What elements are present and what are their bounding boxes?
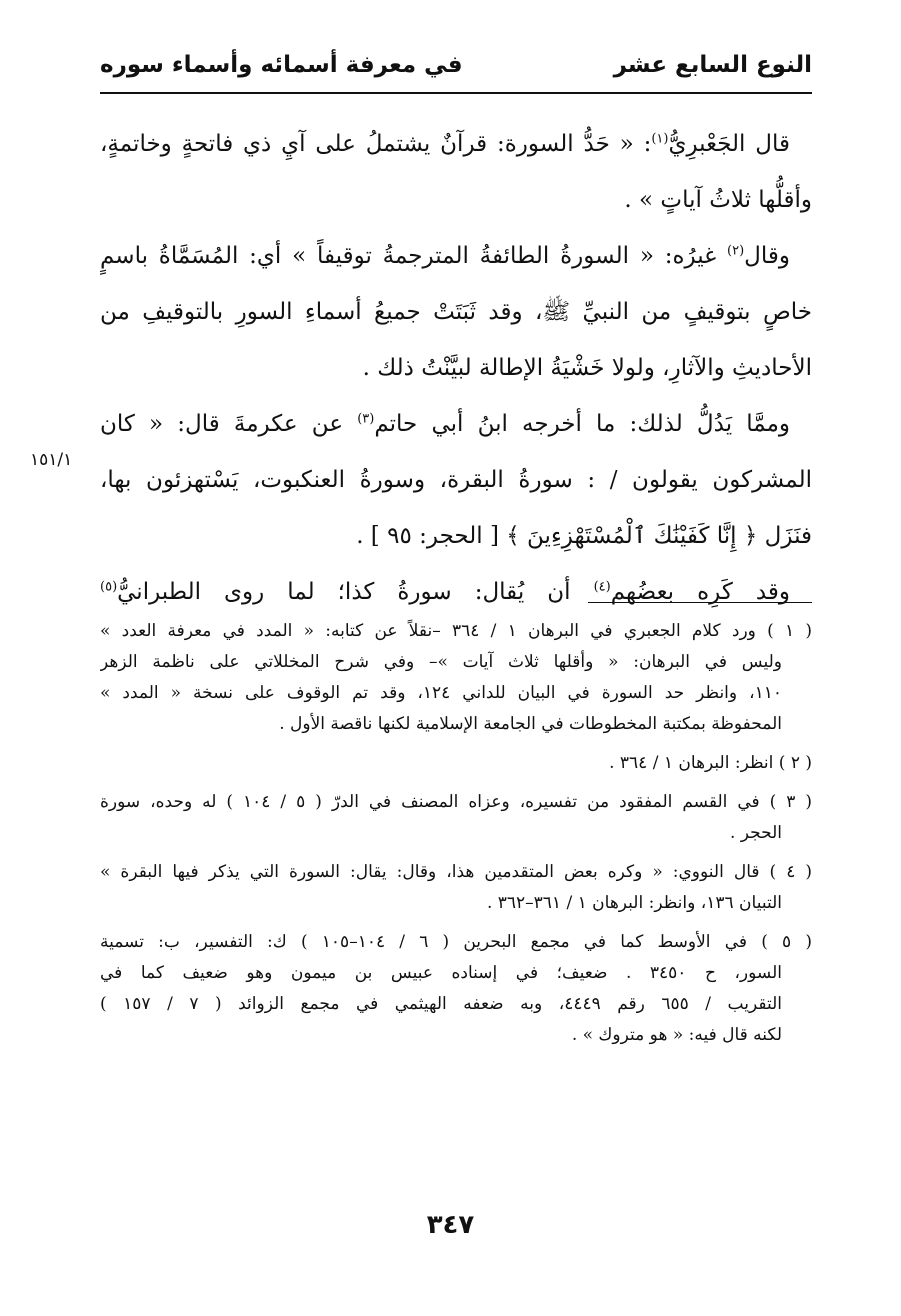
footnote-line: التقريب / ٦٥٥ رقم ٤٤٤٩، وبه ضعفه الهيثمي في مجمع الزوائد ( ٧ / ١٥٧ ) bbox=[100, 994, 782, 1014]
footnote-line: ( ٥ ) في الأوسط كما في مجمع البحرين ( ٦ / ١٠٤–١٠٥ ) ك: التفسير، ب: تسمية bbox=[100, 932, 812, 952]
text-line: المشركون يقولون / : سورةُ البقرة، وسورةُ العنكبوت، يَسْتهزئون بها، bbox=[100, 467, 812, 493]
main-text bbox=[100, 116, 812, 620]
text-line: فنَزَل ﴿ إِنَّا كَفَيْنَٰكَ ٱلْمُسْتَهْزِءِينَ ﴾ [ الحجر: ٩٥ ] . bbox=[356, 523, 812, 549]
text-line: وقد كَرِه بعضُهم$^{(٤)}$ أن يُقال: سورةُ كذا؛ لما روى الطبرانيُّ$^{(٥)}$ bbox=[100, 579, 790, 605]
footnote-line: ( ٣ ) في القسم المفقود من تفسيره، وعزاه المصنف في الدرّ ( ٥ / ١٠٤ ) له وحده، سورة bbox=[100, 792, 812, 812]
footnote-line: الحجر . bbox=[729, 823, 782, 843]
text-line: وممَّا يَدُلُّ لذلك: ما أخرجه ابنُ أبي حاتم$^{(٣)}$ عن عكرمةَ قال: « كان bbox=[100, 411, 790, 437]
chapter-title: النوع السابع عشر bbox=[613, 52, 812, 78]
footnote-line: وليس في البرهان: « وأقلها ثلاث آيات »– وفي شرح المخللاتي على ناظمة الزهر bbox=[100, 652, 782, 672]
footnote-5 bbox=[100, 927, 812, 1051]
footnote-1 bbox=[100, 616, 812, 740]
footnote-separator bbox=[588, 602, 812, 603]
footnote-line: ( ٤ ) قال النووي: « وكره بعض المتقدمين هذا، وقال: يقال: السورة التي يذكر فيها البقرة » bbox=[100, 862, 812, 882]
manuscript-folio-marker: ١٥١/١ bbox=[30, 450, 73, 470]
section-title: في معرفة أسمائه وأسماء سوره bbox=[100, 52, 463, 78]
text-line: وقال$^{(٢)}$ غيرُه: « السورةُ الطائفةُ المترجمةُ توقيفاً » أي: المُسَمَّاةُ باسمٍ bbox=[100, 243, 790, 269]
footnote-line: السور، ح ٣٤٥٠ . ضعيف؛ في إسناده عبيس بن ميمون وهو ضعيف كما في bbox=[100, 963, 782, 983]
footnotes bbox=[100, 616, 812, 1059]
footnote-3 bbox=[100, 787, 812, 849]
text-line: خاصٍ بتوقيفٍ من النبيِّ ﷺ، وقد ثَبَتَتْ جميعُ أسماءِ السورِ بالتوقيفِ من bbox=[100, 299, 812, 325]
footnote-line: التبيان ١٣٦، وانظر: البرهان ١ / ٣٦١–٣٦٢ . bbox=[486, 893, 782, 913]
text-line: وأقلُّها ثلاثُ آياتٍ » . bbox=[624, 187, 812, 213]
footnote-line: لكنه قال فيه: « هو متروك » . bbox=[571, 1025, 782, 1045]
footnote-2 bbox=[100, 748, 812, 779]
footnote-line: ( ٢ ) انظر: البرهان ١ / ٣٦٤ . bbox=[609, 753, 812, 773]
footnote-line: المحفوظة بمكتبة المخطوطات في الجامعة الإسلامية لكنها ناقصة الأول . bbox=[279, 714, 782, 734]
running-header bbox=[100, 48, 812, 94]
footnote-line: ( ١ ) ورد كلام الجعبري في البرهان ١ / ٣٦٤ –نقلاً عن كتابه: « المدد في معرفة العدد » bbox=[100, 621, 812, 641]
text-line: قال الجَعْبرِيُّ$^{(١)}$: « حَدُّ السورة: قرآنٌ يشتملُ على آيِ ذي فاتحةٍ وخاتمةٍ، bbox=[100, 131, 791, 157]
footnote-4 bbox=[100, 857, 812, 919]
footnote-line: ١١٠، وانظر حد السورة في البيان للداني ١٢٤، وقد تم الوقوف على نسخة « المدد » bbox=[100, 683, 782, 703]
text-line: الأحاديثِ والآثارِ، ولولا خَشْيَةُ الإطالة لبيَّنْتُ ذلك . bbox=[362, 355, 812, 381]
page-number: ٣٤٧ bbox=[426, 1210, 475, 1240]
